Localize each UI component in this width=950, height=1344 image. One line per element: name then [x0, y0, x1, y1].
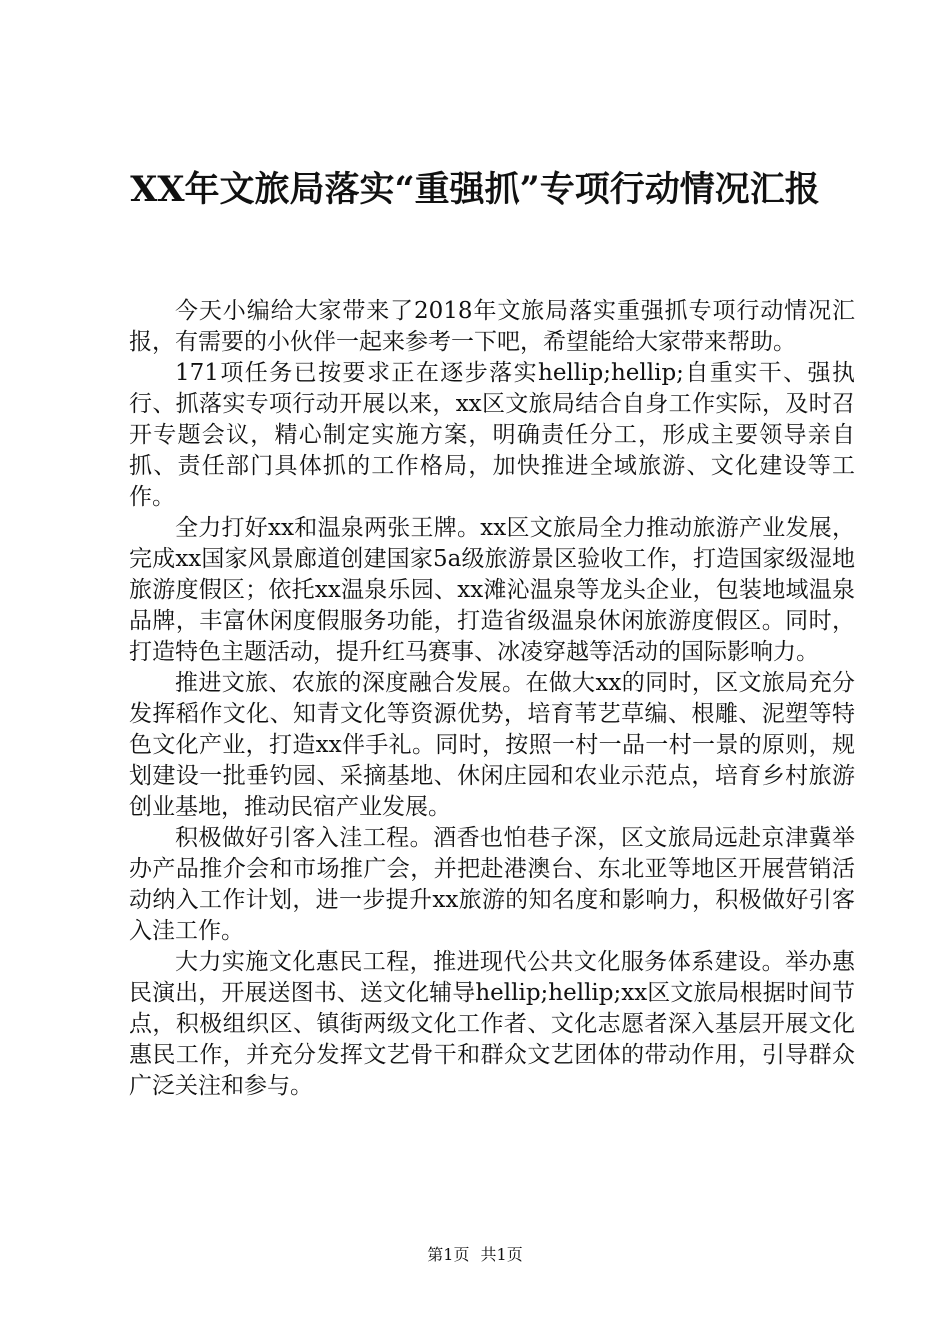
document-body: [129, 296, 855, 1102]
paragraph-tourism-brands: 全力打好xx和温泉两张王牌。xx区文旅局全力推动旅游产业发展，完成xx国家风景廊道创建国家5a级旅游景区验收工作，打造国家级湿地旅游度假区；依托xx温泉乐园、xx滩沁温泉等龙头企业，包装地域温泉品牌，丰富休闲度假服务功能，打造省级温泉休闲旅游度假区。同时，打造特色主题活动，提升红马赛事、冰凌穿越等活动的国际影响力。: [129, 515, 855, 665]
paragraph-task-progress: 171项任务已按要求正在逐步落实hellip;hellip;自重实干、强执行、抓落实专项行动开展以来，xx区文旅局结合自身工作实际，及时召开专题会议，精心制定实施方案，明确责任分工，形成主要领导亲自抓、责任部门具体抓的工作格局，加快推进全域旅游、文化建设等工作。: [129, 360, 855, 510]
paragraph-culture-agriculture-integration: 推进文旅、农旅的深度融合发展。在做大xx的同时，区文旅局充分发挥稻作文化、知青文化等资源优势，培育苇艺草编、根雕、泥塑等特色文化产业，打造xx伴手礼。同时，按照一村一品一村一景的原则，规划建设一批垂钓园、采摘基地、休闲庄园和农业示范点，培育乡村旅游创业基地，推动民宿产业发展。: [129, 670, 855, 820]
page-total: 共1页: [480, 1245, 523, 1264]
page-current: 第1页: [427, 1245, 470, 1264]
page-footer: [0, 1244, 950, 1266]
document-title: XX年文旅局落实“重强抓”专项行动情况汇报: [130, 169, 820, 210]
paragraph-public-culture: 大力实施文化惠民工程，推进现代公共文化服务体系建设。举办惠民演出，开展送图书、送文化辅导hellip;hellip;xx区文旅局根据时间节点，积极组织区、镇街两级文化工作者、文化志愿者深入基层开展文化惠民工作，并充分发挥文艺骨干和群众文艺团体的带动作用，引导群众广泛关注和参与。: [129, 949, 855, 1099]
paragraph-intro: 今天小编给大家带来了2018年文旅局落实重强抓专项行动情况汇报，有需要的小伙伴一起来参考一下吧，希望能给大家带来帮助。: [129, 298, 855, 355]
paragraph-visitor-attraction: 积极做好引客入洼工程。酒香也怕巷子深，区文旅局远赴京津冀举办产品推介会和市场推广会，并把赴港澳台、东北亚等地区开展营销活动纳入工作计划，进一步提升xx旅游的知名度和影响力，积极做好引客入洼工作。: [129, 825, 855, 944]
